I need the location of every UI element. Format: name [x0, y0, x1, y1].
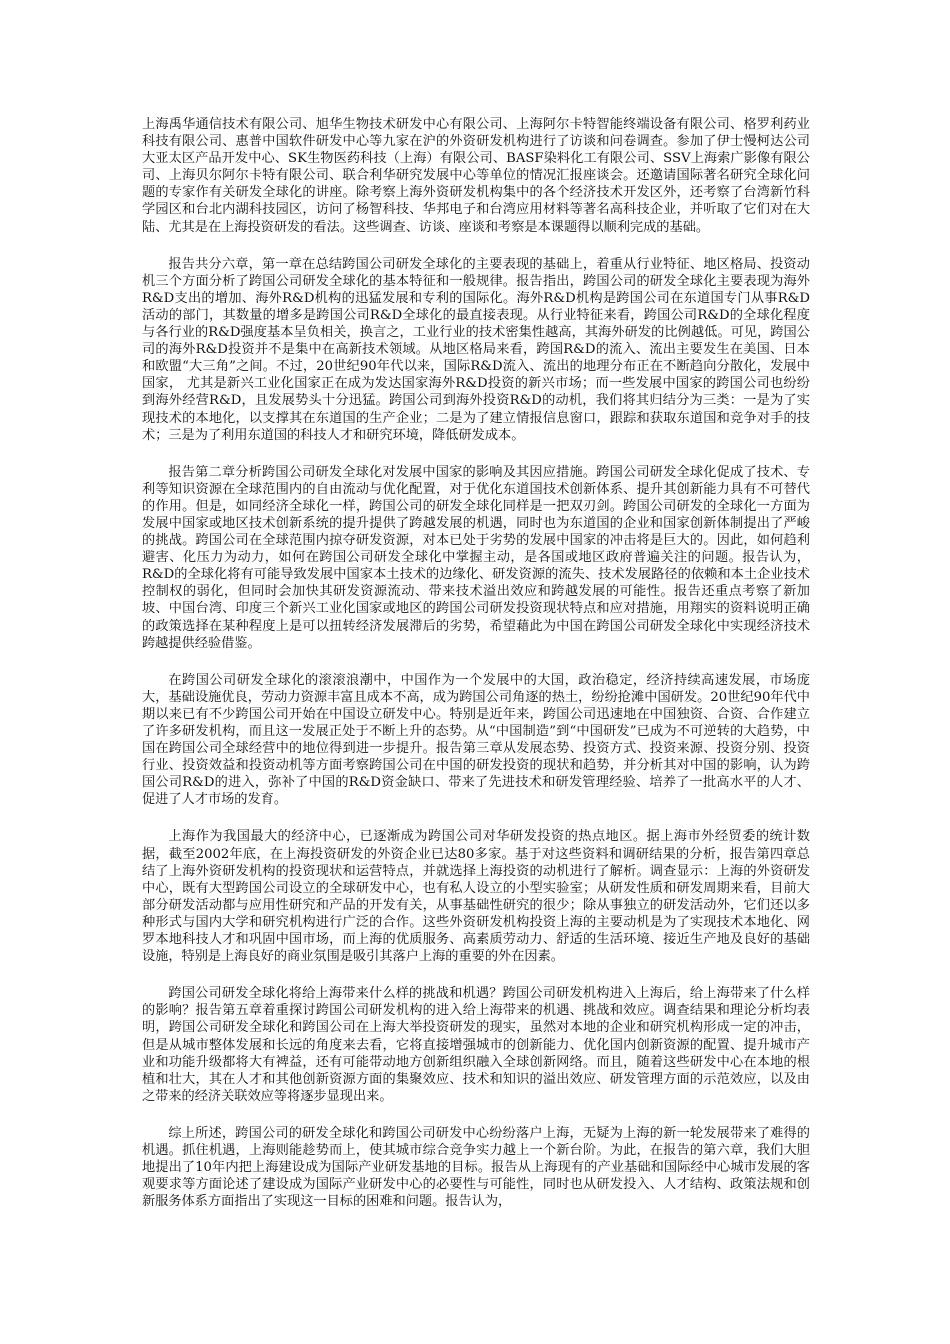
paragraph-chapter-one: 报告共分六章，第一章在总结跨国公司研发全球化的主要表现的基础上，着重从行业特征、地区格局、投资动机三个方面分析了跨国公司研发全球化的基本特征和一般规律。报告指出，跨国公司的研发全球化主要表现为海外R&D支出的增加、海外R&D机构的迅猛发展和专利的国际化。海外R&D机构是跨国公司在东道国专门从事R&D活动的部门，其数量的增多是跨国公司R&D全球化的最直接表现。从行业特征来看，跨国公司R&D的全球化程度与各行业的R&D强度基本呈负相关，换言之，工业行业的技术密集性越高，其海外研发的比例越低。可见，跨国公司的海外R&D投资并不是集中在高新技术领域。从地区格局来看，跨国R&D的流入、流出主要发生在美国、日本和欧盟“大三角”之间。不过，20世纪90年代以来，国际R&D流入、流出的地理分布正在不断趋向分散化，发展中国家， 尤其是新兴工业化国家正在成为发达国家海外R&D投资的新兴市场；而一些发展中国家的跨国公司也纷纷到海外经营R&D，且发展势头十分迅猛。跨国公司到海外投资R&D的动机，我们将其归结分为三类：一是为了实现技术的本地化，以支撑其在东道国的生产企业；二是为了建立情报信息窗口，跟踪和获取东道国和竞争对手的技术；三是为了利用东道国的科技人才和研究环境，降低研发成本。 — [142, 256, 810, 443]
paragraph-chapter-six: 综上所述，跨国公司的研发全球化和跨国公司研发中心纷纷落户上海，无疑为上海的新一轮发展带来了难得的机遇。抓住机遇，上海则能趁势而上，使其城市综合竞争实力越上一个新台阶。为此，在报告的第六章，我们大胆地提出了10年内把上海建设成为国际产业研发基地的目标。报告从上海现有的产业基础和国际经中心城市发展的客观要求等方面论述了建设成为国际产业研发中心的必要性与可能性，同时也从研发投入、人才结构、政策法规和创新服务体系方面指出了实现这一目标的困难和问题。报告认为， — [142, 1125, 810, 1210]
paragraph-chapter-four: 上海作为我国最大的经济中心，已逐渐成为跨国公司对华研发投资的热点地区。据上海市外经贸委的统计数据，截至2002年底，在上海投资研发的外资企业已达80多家。基于对这些资料和调研结果的分析，报告第四章总结了上海外资研发机构的投资现状和运营特点，并就选择上海投资的动机进行了解析。调查显示：上海的外资研发中心，既有大型跨国公司设立的全球研发中心，也有私人设立的小型实验室；从研发性质和研发周期来看，目前大部分研发活动都与应用性研究和产品的开发有关，从事基础性研究的很少；除从事独立的研发活动外，它们还以多种形式与国内大学和研究机构进行广泛的合作。这些外资研发机构投资上海的主要动机是为了实现技术本地化、网罗本地科技人才和巩固中国市场，而上海的优质服务、高素质劳动力、舒适的生活环境、接近生产地及良好的基础设施，特别是上海良好的商业氛围是吸引其落户上海的重要的外在因素。 — [142, 829, 810, 965]
paragraph-chapter-five: 跨国公司研发全球化将给上海带来什么样的挑战和机遇？跨国公司研发机构进入上海后，给上海带来了什么样的影响？报告第五章着重探讨跨国公司研发机构的进入给上海带来的机遇、挑战和效应。调查结果和理论分析均表明，跨国公司研发全球化和跨国公司在上海大举投资研发的现实，虽然对本地的企业和研究机构形成一定的冲击，但是从城市整体发展和长远的角度来去看，它将直接增强城市的创新能力、优化国内创新资源的配置、提升城市产业和功能升级都将大有裨益，还有可能带动地方创新组织融入全球创新网络。而且，随着这些研发中心在本地的根植和壮大，其在人才和其他创新资源方面的集聚效应、技术和知识的溢出效应、研发管理方面的示范效应，以及由之带来的经济关联效应等将逐步显现出来。 — [142, 986, 810, 1104]
paragraph-chapter-two: 报告第二章分析跨国公司研发全球化对发展中国家的影响及其因应措施。跨国公司研发全球化促成了技术、专利等知识资源在全球范围内的自由流动与优化配置，对于优化东道国技术创新体系、提升其创新能力具有不可替代的作用。但是，如同经济全球化一样，跨国公司的研发全球化同样是一把双刃剑。跨国公司研发的全球化一方面为发展中国家或地区技术创新系统的提升提供了跨越发展的机遇，同时也为东道国的企业和国家创新体制提出了严峻的挑战。跨国公司在全球范围内掠夺研发资源，对本已处于劣势的发展中国家的冲击将是巨大的。因此，如何趋利避害、化压力为动力，如何在跨国公司研发全球化中掌握主动，是各国或地区政府普遍关注的问题。报告认为，R&D的全球化将有可能导致发展中国家本土技术的边缘化、研发资源的流失、技术发展路径的依赖和本土企业技术控制权的弱化，但同时会加快其研发资源流动、带来技术溢出效应和跨越发展的可能性。报告还重点考察了新加坡、中国台湾、印度三个新兴工业化国家或地区的跨国公司研发投资现状特点和应对措施，用翔实的资料说明正确的政策选择在某种程度上是可以扭转经济发展滞后的劣势，希望藉此为中国在跨国公司研发全球化中实现经济技术跨越提供经验借鉴。 — [142, 464, 810, 651]
paragraph-survey-continuation: 上海禹华通信技术有限公司、旭华生物技术研发中心有限公司、上海阿尔卡特智能终端设备有限公司、格罗利药业科技有限公司、惠普中国软件研发中心等九家在沪的外资研发机构进行了访谈和问卷调查。参加了伊士慢柯达公司大亚太区产品开发中心、SK生物医药科技（上海）有限公司、BASF染料化工有限公司、SSV上海索广影像有限公司、上海贝尔阿尔卡特有限公司、联合利华研究发展中心等单位的情况汇报座谈会。还邀请国际著名研究全球化问题的专家作有关研发全球化的讲座。除考察上海外资研发机构集中的各个经济技术开发区外，还考察了台湾新竹科学园区和台北内湖科技园区，访问了杨智科技、华邦电子和台湾应用材料等著名高科技企业，并听取了它们对在大陆、尤其是在上海投资研发的看法。这些调查、访谈、座谈和考察是本课题得以顺利完成的基础。 — [142, 117, 810, 235]
document-page — [142, 116, 810, 1230]
paragraph-chapter-three: 在跨国公司研发全球化的滚滚浪潮中，中国作为一个发展中的大国，政治稳定，经济持续高速发展，市场庞大，基础设施优良，劳动力资源丰富且成本不高，成为跨国公司角逐的热土，纷纷抢滩中国研发。20世纪90年代中期以来已有不少跨国公司开始在中国设立研发中心。特别是近年来，跨国公司迅速地在中国独资、合资、合作建立了许多研发机构，而且这一发展正处于不断上升的态势。从“中国制造”到“中国研发”已成为不可逆转的大趋势，中国在跨国公司全球经营中的地位得到进一步提升。报告第三章从发展态势、投资方式、投资来源、投资分别、投资行业、投资效益和投资动机等方面考察跨国公司在中国的研发投资的现状和趋势，并分析其对中国的影响，认为跨国公司R&D的进入，弥补了中国的R&D资金缺口、带来了先进技术和研发管理经验、培养了一批高水平的人才、促进了人才市场的发育。 — [142, 672, 810, 808]
